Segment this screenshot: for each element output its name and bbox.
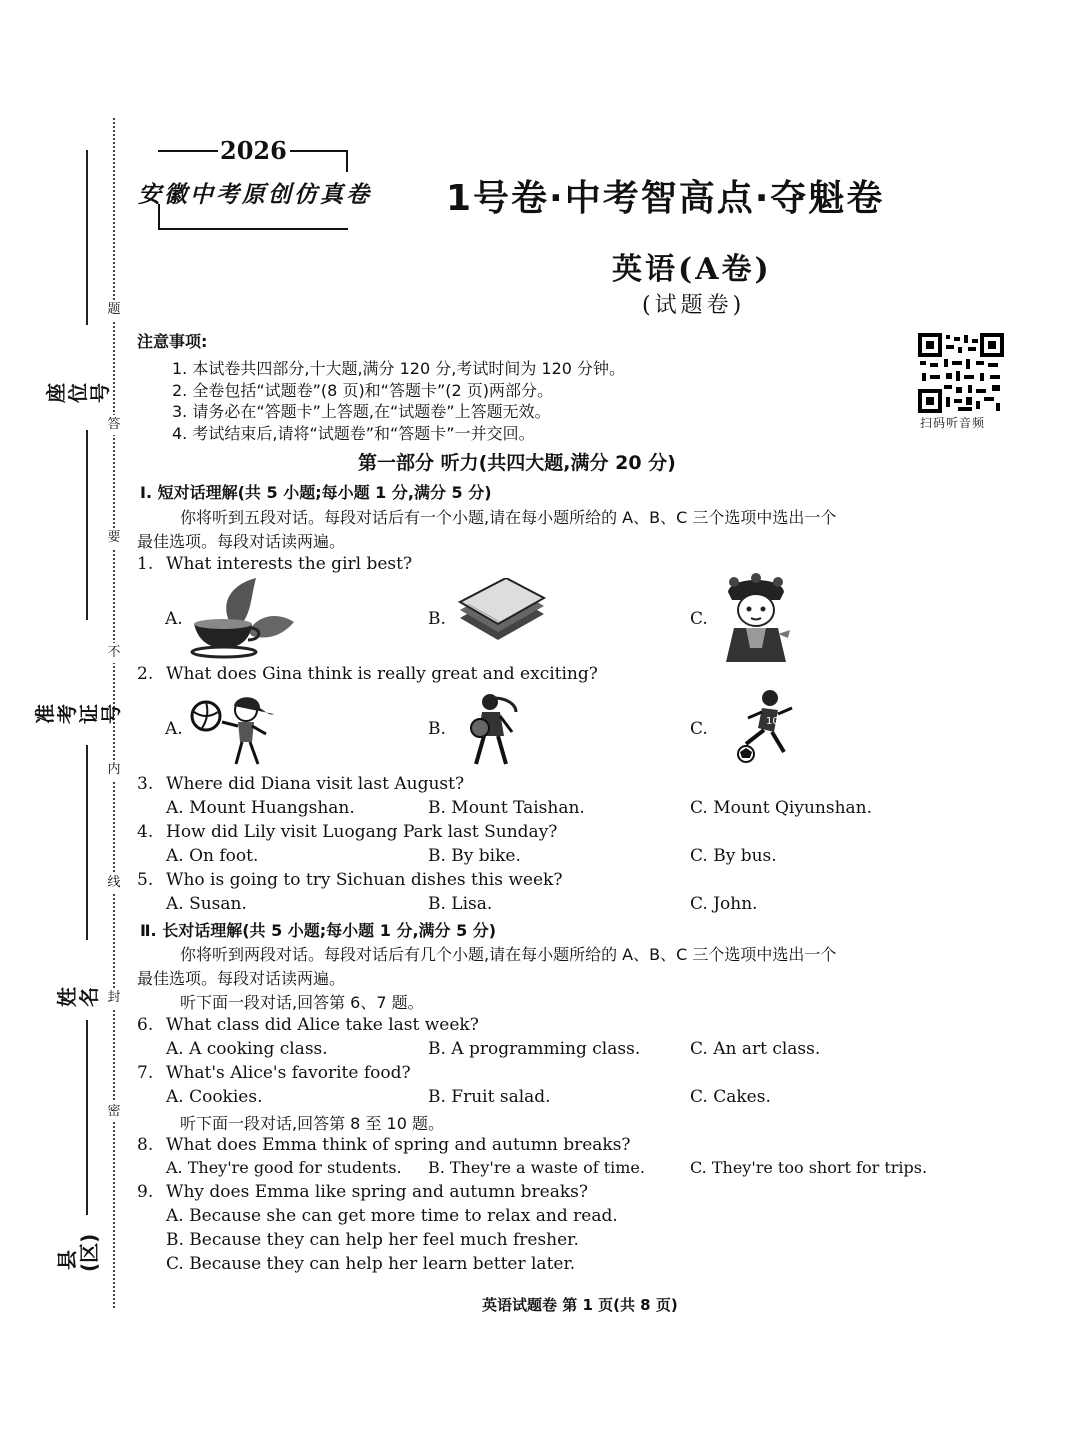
option-c[interactable]: C. Cakes. (690, 1087, 771, 1107)
option-a[interactable]: A. Because she can get more time to relax and read. (166, 1206, 618, 1226)
question-text: Who is going to try Sichuan dishes this week? (166, 870, 563, 890)
question-number: 1. (137, 554, 154, 574)
option-a-label[interactable]: A. (165, 609, 183, 629)
question-text: What's Alice's favorite food? (166, 1063, 411, 1083)
seal-char: 密 (104, 1102, 124, 1122)
part1-title: 第一部分 听力(共四大题,满分 20 分) (358, 452, 676, 474)
option-b[interactable]: B. Lisa. (428, 894, 493, 914)
page-footer: 英语试题卷 第 1 页(共 8 页) (482, 1296, 678, 1314)
bracket-right (346, 150, 348, 172)
question-text: What class did Alice take last week? (166, 1015, 479, 1035)
option-c[interactable]: C. Because they can help her learn better later. (166, 1254, 576, 1274)
option-c[interactable]: C. Mount Qiyunshan. (690, 798, 873, 818)
year-rule-left (158, 150, 218, 152)
question-text: What interests the girl best? (166, 554, 413, 574)
section2-title: Ⅱ. 长对话理解(共 5 小题;每小题 1 分,满分 5 分) (140, 921, 497, 940)
qr-caption: 扫码听音频 (920, 416, 986, 430)
seal-char: 封 (104, 988, 124, 1008)
question-text: What does Gina think is really great and exciting? (166, 664, 598, 684)
section2-instructions-2: 最佳选项。每段对话读两遍。 (137, 969, 346, 988)
section1-title: Ⅰ. 短对话理解(共 5 小题;每小题 1 分,满分 5 分) (140, 483, 492, 502)
soccer-girl-icon (726, 688, 800, 764)
seal-char: 答 (104, 415, 124, 435)
bracket-bottom (158, 228, 348, 230)
year-rule-right (290, 150, 346, 152)
tea-cup-icon (190, 578, 295, 660)
question-number: 7. (137, 1063, 154, 1083)
note-item: 1. 本试卷共四部分,十大题,满分 120 分,考试时间为 120 分钟。 (172, 359, 626, 378)
name-field[interactable] (86, 1020, 88, 1215)
subject-title: 英语(A卷) (612, 252, 772, 287)
option-a[interactable]: A. Mount Huangshan. (166, 798, 355, 818)
opera-figure-icon (720, 572, 792, 664)
exam-number-field-lower[interactable] (86, 745, 88, 940)
option-a[interactable]: A. Cookies. (166, 1087, 263, 1107)
note-item: 2. 全卷包括“试题卷”(8 页)和“答题卡”(2 页)两部分。 (172, 381, 554, 400)
note-item: 3. 请务必在“答题卡”上答题,在“试题卷”上答题无效。 (172, 402, 551, 421)
note-item: 4. 考试结束后,请将“试题卷”和“答题卡”一并交回。 (172, 424, 535, 443)
paper-type: (试题卷) (642, 293, 746, 318)
option-c[interactable]: C. They're too short for trips. (690, 1158, 928, 1177)
seal-char: 内 (104, 760, 124, 780)
question-text: Where did Diana visit last August? (166, 774, 465, 794)
option-c-label[interactable]: C. (690, 719, 708, 739)
listen-instruction-6-7: 听下面一段对话,回答第 6、7 题。 (180, 993, 424, 1012)
question-text: What does Emma think of spring and autumn breaks? (166, 1135, 631, 1155)
question-number: 4. (137, 822, 154, 842)
seal-char: 题 (104, 300, 124, 320)
question-number: 5. (137, 870, 154, 890)
option-b-label[interactable]: B. (428, 609, 446, 629)
option-b-label[interactable]: B. (428, 719, 446, 739)
question-number: 8. (137, 1135, 154, 1155)
option-b[interactable]: B. They're a waste of time. (428, 1158, 645, 1177)
option-c[interactable]: C. By bus. (690, 846, 777, 866)
county-label: 县(区) (55, 1233, 101, 1272)
exam-number-label: 准考证号 (33, 704, 123, 724)
option-b[interactable]: B. Fruit salad. (428, 1087, 551, 1107)
seal-char: 线 (104, 873, 124, 893)
question-text: How did Lily visit Luogang Park last Sunday? (166, 822, 558, 842)
notes-title: 注意事项: (137, 332, 208, 351)
option-c-label[interactable]: C. (690, 609, 708, 629)
seat-number-label: 座位号 (44, 383, 112, 403)
option-b[interactable]: B. Because they can help her feel much fresher. (166, 1230, 579, 1250)
option-a[interactable]: A. They're good for students. (166, 1158, 402, 1177)
option-a[interactable]: A. Susan. (166, 894, 247, 914)
basketball-girl-icon (460, 692, 522, 766)
question-number: 3. (137, 774, 154, 794)
section2-instructions: 你将听到两段对话。每段对话后有几个小题,请在每小题所给的 A、B、C 三个选项中选出一个 (180, 945, 837, 964)
option-a[interactable]: A. On foot. (166, 846, 259, 866)
svg-text:10: 10 (766, 716, 779, 727)
question-text: Why does Emma like spring and autumn breaks? (166, 1182, 589, 1202)
option-b[interactable]: B. By bike. (428, 846, 521, 866)
seat-number-field[interactable] (86, 150, 88, 325)
exam-year: 2026 (220, 136, 287, 165)
listen-instruction-8-10: 听下面一段对话,回答第 8 至 10 题。 (180, 1114, 444, 1133)
section1-instructions: 你将听到五段对话。每段对话后有一个小题,请在每小题所给的 A、B、C 三个选项中选出一个 (180, 508, 837, 527)
paper-stack-icon (458, 578, 546, 660)
brand-title: 1号卷·中考智高点·夺魁卷 (446, 178, 885, 219)
qr-code-icon[interactable] (918, 333, 1004, 413)
option-a[interactable]: A. A cooking class. (166, 1039, 328, 1059)
option-c[interactable]: C. An art class. (690, 1039, 821, 1059)
option-c[interactable]: C. John. (690, 894, 758, 914)
series-title: 安徽中考原创仿真卷 (138, 181, 372, 208)
volleyball-girl-icon (190, 694, 284, 766)
seal-char: 要 (104, 528, 124, 548)
section1-instructions-2: 最佳选项。每段对话读两遍。 (137, 532, 346, 551)
bracket-left (158, 204, 160, 228)
question-number: 6. (137, 1015, 154, 1035)
option-b[interactable]: B. A programming class. (428, 1039, 641, 1059)
option-b[interactable]: B. Mount Taishan. (428, 798, 585, 818)
exam-number-field[interactable] (86, 430, 88, 620)
seal-char: 不 (104, 643, 124, 663)
name-label: 姓名 (55, 987, 101, 1007)
question-number: 9. (137, 1182, 154, 1202)
option-a-label[interactable]: A. (165, 719, 183, 739)
question-number: 2. (137, 664, 154, 684)
